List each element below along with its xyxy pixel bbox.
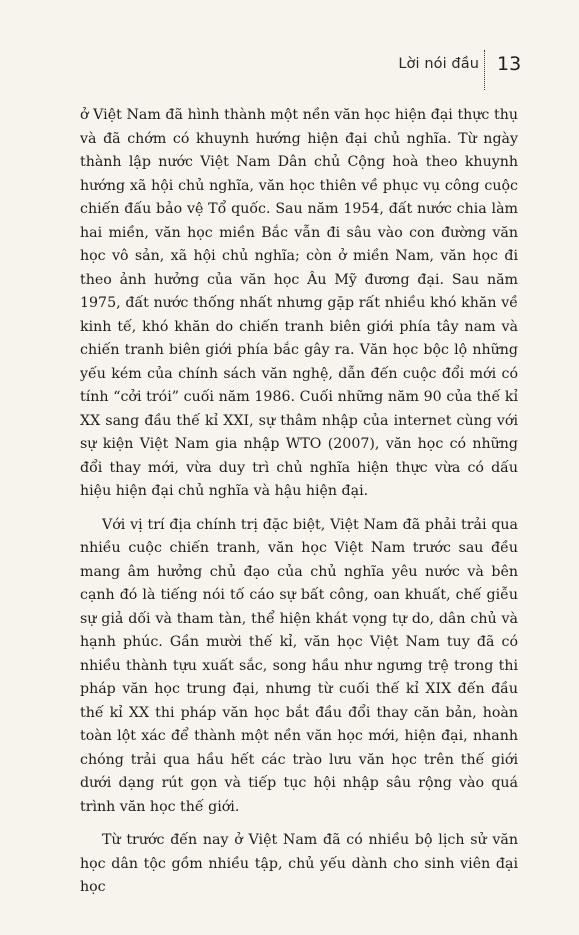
page-number: 13: [497, 53, 522, 75]
body-text: [80, 104, 518, 910]
header-divider: [484, 50, 485, 90]
paragraph: Với vị trí địa chính trị đặc biệt, Việt Nam đã phải trải qua nhiều cuộc chiến tranh, văn học Việt Nam trước sau đều mang âm hưởng chủ đạo của chủ nghĩa yêu nước và bên cạnh đó là tiếng nói tố cáo sự bất công, oan khuất, chế giễu sự giả dối và tham tàn, thể hiện khát vọng tự do, dân chủ và hạnh phúc. Gần mười thế kỉ, văn học Việt Nam tuy đã có nhiều thành tựu xuất sắc, song hầu như ngưng trệ trong thi pháp văn học trung đại, nhưng từ cuối thế kỉ XIX đến đầu thế kỉ XX thi pháp văn học bắt đầu đổi thay căn bản, hoàn toàn lột xác để thành một nền văn học mới, hiện đại, nhanh chóng trải qua hầu hết các trào lưu văn học trên thế giới dưới dạng rút gọn và tiếp tục hội nhập sâu rộng vào quá trình văn học thế giới.: [80, 516, 518, 815]
paragraph: Từ trước đến nay ở Việt Nam đã có nhiều bộ lịch sử văn học dân tộc gồm nhiều tập, chủ yếu dành cho sinh viên đại học: [80, 832, 518, 895]
paragraph-continued: ở Việt Nam đã hình thành một nền văn học hiện đại thực thụ và đã chớm có khuynh hướng hiện đại chủ nghĩa. Từ ngày thành lập nước Việt Nam Dân chủ Cộng hoà theo khuynh hướng xã hội chủ nghĩa, văn học thiên về phục vụ công cuộc chiến đấu bảo vệ Tổ quốc. Sau năm 1954, đất nước chia làm hai miền, văn học miền Bắc vẫn đi sâu vào con đường văn học vô sản, xã hội chủ nghĩa; còn ở miền Nam, văn học đi theo ảnh hưởng của văn học Âu Mỹ đương đại. Sau năm 1975, đất nước thống nhất nhưng gặp rất nhiều khó khăn về kinh tế, khó khăn do chiến tranh biên giới phía tây nam và chiến tranh biên giới phía bắc gây ra. Văn học bộc lộ những yếu kém của chính sách văn nghệ, dẫn đến cuộc đổi mới có tính “cởi trói” cuối năm 1986. Cuối những năm 90 của thế kỉ XX sang đầu thế kỉ XXI, sự thâm nhập của internet cùng với sự kiện Việt Nam gia nhập WTO (2007), văn học có những đổi thay mới, vừa duy trì chủ nghĩa hiện thực vừa có dấu hiệu hiện đại chủ nghĩa và hậu hiện đại.: [80, 107, 518, 499]
running-header: [0, 53, 579, 86]
chapter-title: Lời nói đầu: [398, 56, 479, 72]
